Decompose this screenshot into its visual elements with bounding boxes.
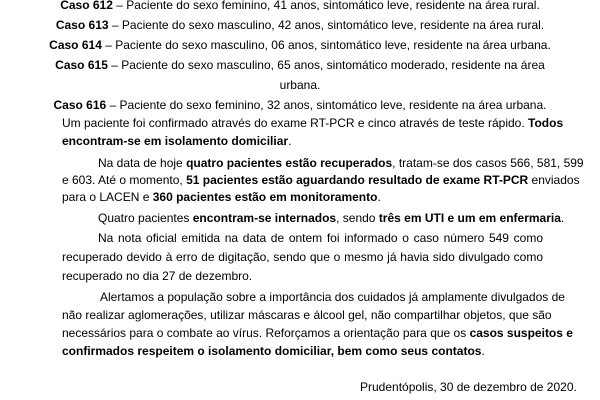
bold-span: encontram-se em isolamento domiciliar bbox=[62, 134, 289, 148]
text-span: . bbox=[377, 190, 381, 204]
case-entry bbox=[0, 0, 600, 13]
paragraph-line bbox=[62, 115, 564, 131]
paragraph-line bbox=[62, 325, 573, 341]
case-id: Caso 615 bbox=[55, 58, 108, 72]
bold-span: encontram-se internados bbox=[192, 211, 337, 225]
text-span: , sendo bbox=[336, 211, 379, 225]
paragraph-line: não realizar aglomerações, utilizar máscaras e álcool gel, não compartilhar objetos, que são bbox=[62, 308, 552, 322]
text-span: Na data de hoje bbox=[98, 156, 187, 170]
bold-span: quatro pacientes estão recuperados bbox=[186, 156, 393, 170]
case-entry bbox=[0, 97, 600, 113]
case-entry bbox=[0, 57, 600, 73]
case-text: – Paciente do sexo masculino, 06 anos, sintomático leve, residente na área urbana. bbox=[101, 38, 551, 52]
text-span: . bbox=[481, 344, 485, 358]
case-text: – Paciente do sexo feminino, 41 anos, sintomático leve, residente na área rural. bbox=[112, 0, 540, 12]
text-span: Um paciente foi confirmado através do exame RT-PCR e cinco através de teste rápido. bbox=[62, 116, 529, 130]
text-span: , tratam-se dos casos 566, 581, 599 bbox=[392, 156, 584, 170]
paragraph-line bbox=[62, 133, 291, 149]
text-span: . bbox=[560, 211, 565, 225]
text-span: e 603. Até o momento, bbox=[62, 173, 187, 187]
paragraph-line bbox=[98, 155, 584, 171]
text-span: necessários para o combate ao vírus. Reforçamos a orientação para que os bbox=[62, 326, 470, 340]
paragraph-line: Na nota oficial emitida na data de ontem foi informado o caso número 549 como bbox=[98, 231, 543, 245]
case-text: – Paciente do sexo masculino, 42 anos, sintomático leve, residente na área rural. bbox=[108, 18, 545, 32]
text-span: enviados bbox=[528, 173, 580, 187]
bold-span: Todos bbox=[528, 116, 564, 130]
bold-span: 360 pacientes estão em monitoramento bbox=[152, 190, 378, 204]
paragraph-line: recuperado devido à erro de digitação, sendo que o mesmo já havia sido divulgado como bbox=[62, 250, 543, 264]
case-text: – Paciente do sexo masculino, 65 anos, sintomático moderado, residente na área bbox=[107, 58, 545, 72]
paragraph-line bbox=[62, 343, 485, 359]
case-entry-continuation: urbana. bbox=[279, 78, 321, 92]
case-id: Caso 613 bbox=[55, 18, 109, 32]
bold-span: três em UTI e um em enfermaria bbox=[378, 211, 561, 225]
case-text: – Paciente do sexo feminino, 32 anos, sintomático leve, residente na área urbana. bbox=[106, 98, 547, 112]
place-date-line: Prudentópolis, 30 de dezembro de 2020. bbox=[360, 380, 577, 394]
text-span: . bbox=[288, 134, 292, 148]
bold-span: confirmados respeitem o isolamento domiciliar, bem como seus contatos bbox=[62, 344, 482, 358]
case-entry bbox=[0, 17, 600, 33]
text-span: Quatro pacientes bbox=[98, 211, 193, 225]
paragraph-line: Alertamos a população sobre a importância dos cuidados já amplamente divulgados de bbox=[100, 290, 565, 304]
paragraph-line: recuperado no dia 27 de dezembro. bbox=[62, 269, 253, 283]
case-id: Caso 614 bbox=[49, 38, 102, 52]
case-entry bbox=[0, 37, 600, 53]
case-id: Caso 616 bbox=[53, 98, 107, 112]
paragraph-line bbox=[98, 210, 564, 226]
paragraph-line bbox=[62, 172, 580, 188]
case-id: Caso 612 bbox=[60, 0, 113, 12]
bold-span: 51 pacientes estão aguardando resultado de exame RT-PCR bbox=[186, 173, 529, 187]
paragraph-line bbox=[62, 189, 381, 205]
bold-span: casos suspeitos e bbox=[469, 326, 573, 340]
text-span: para o LACEN e bbox=[62, 190, 153, 204]
